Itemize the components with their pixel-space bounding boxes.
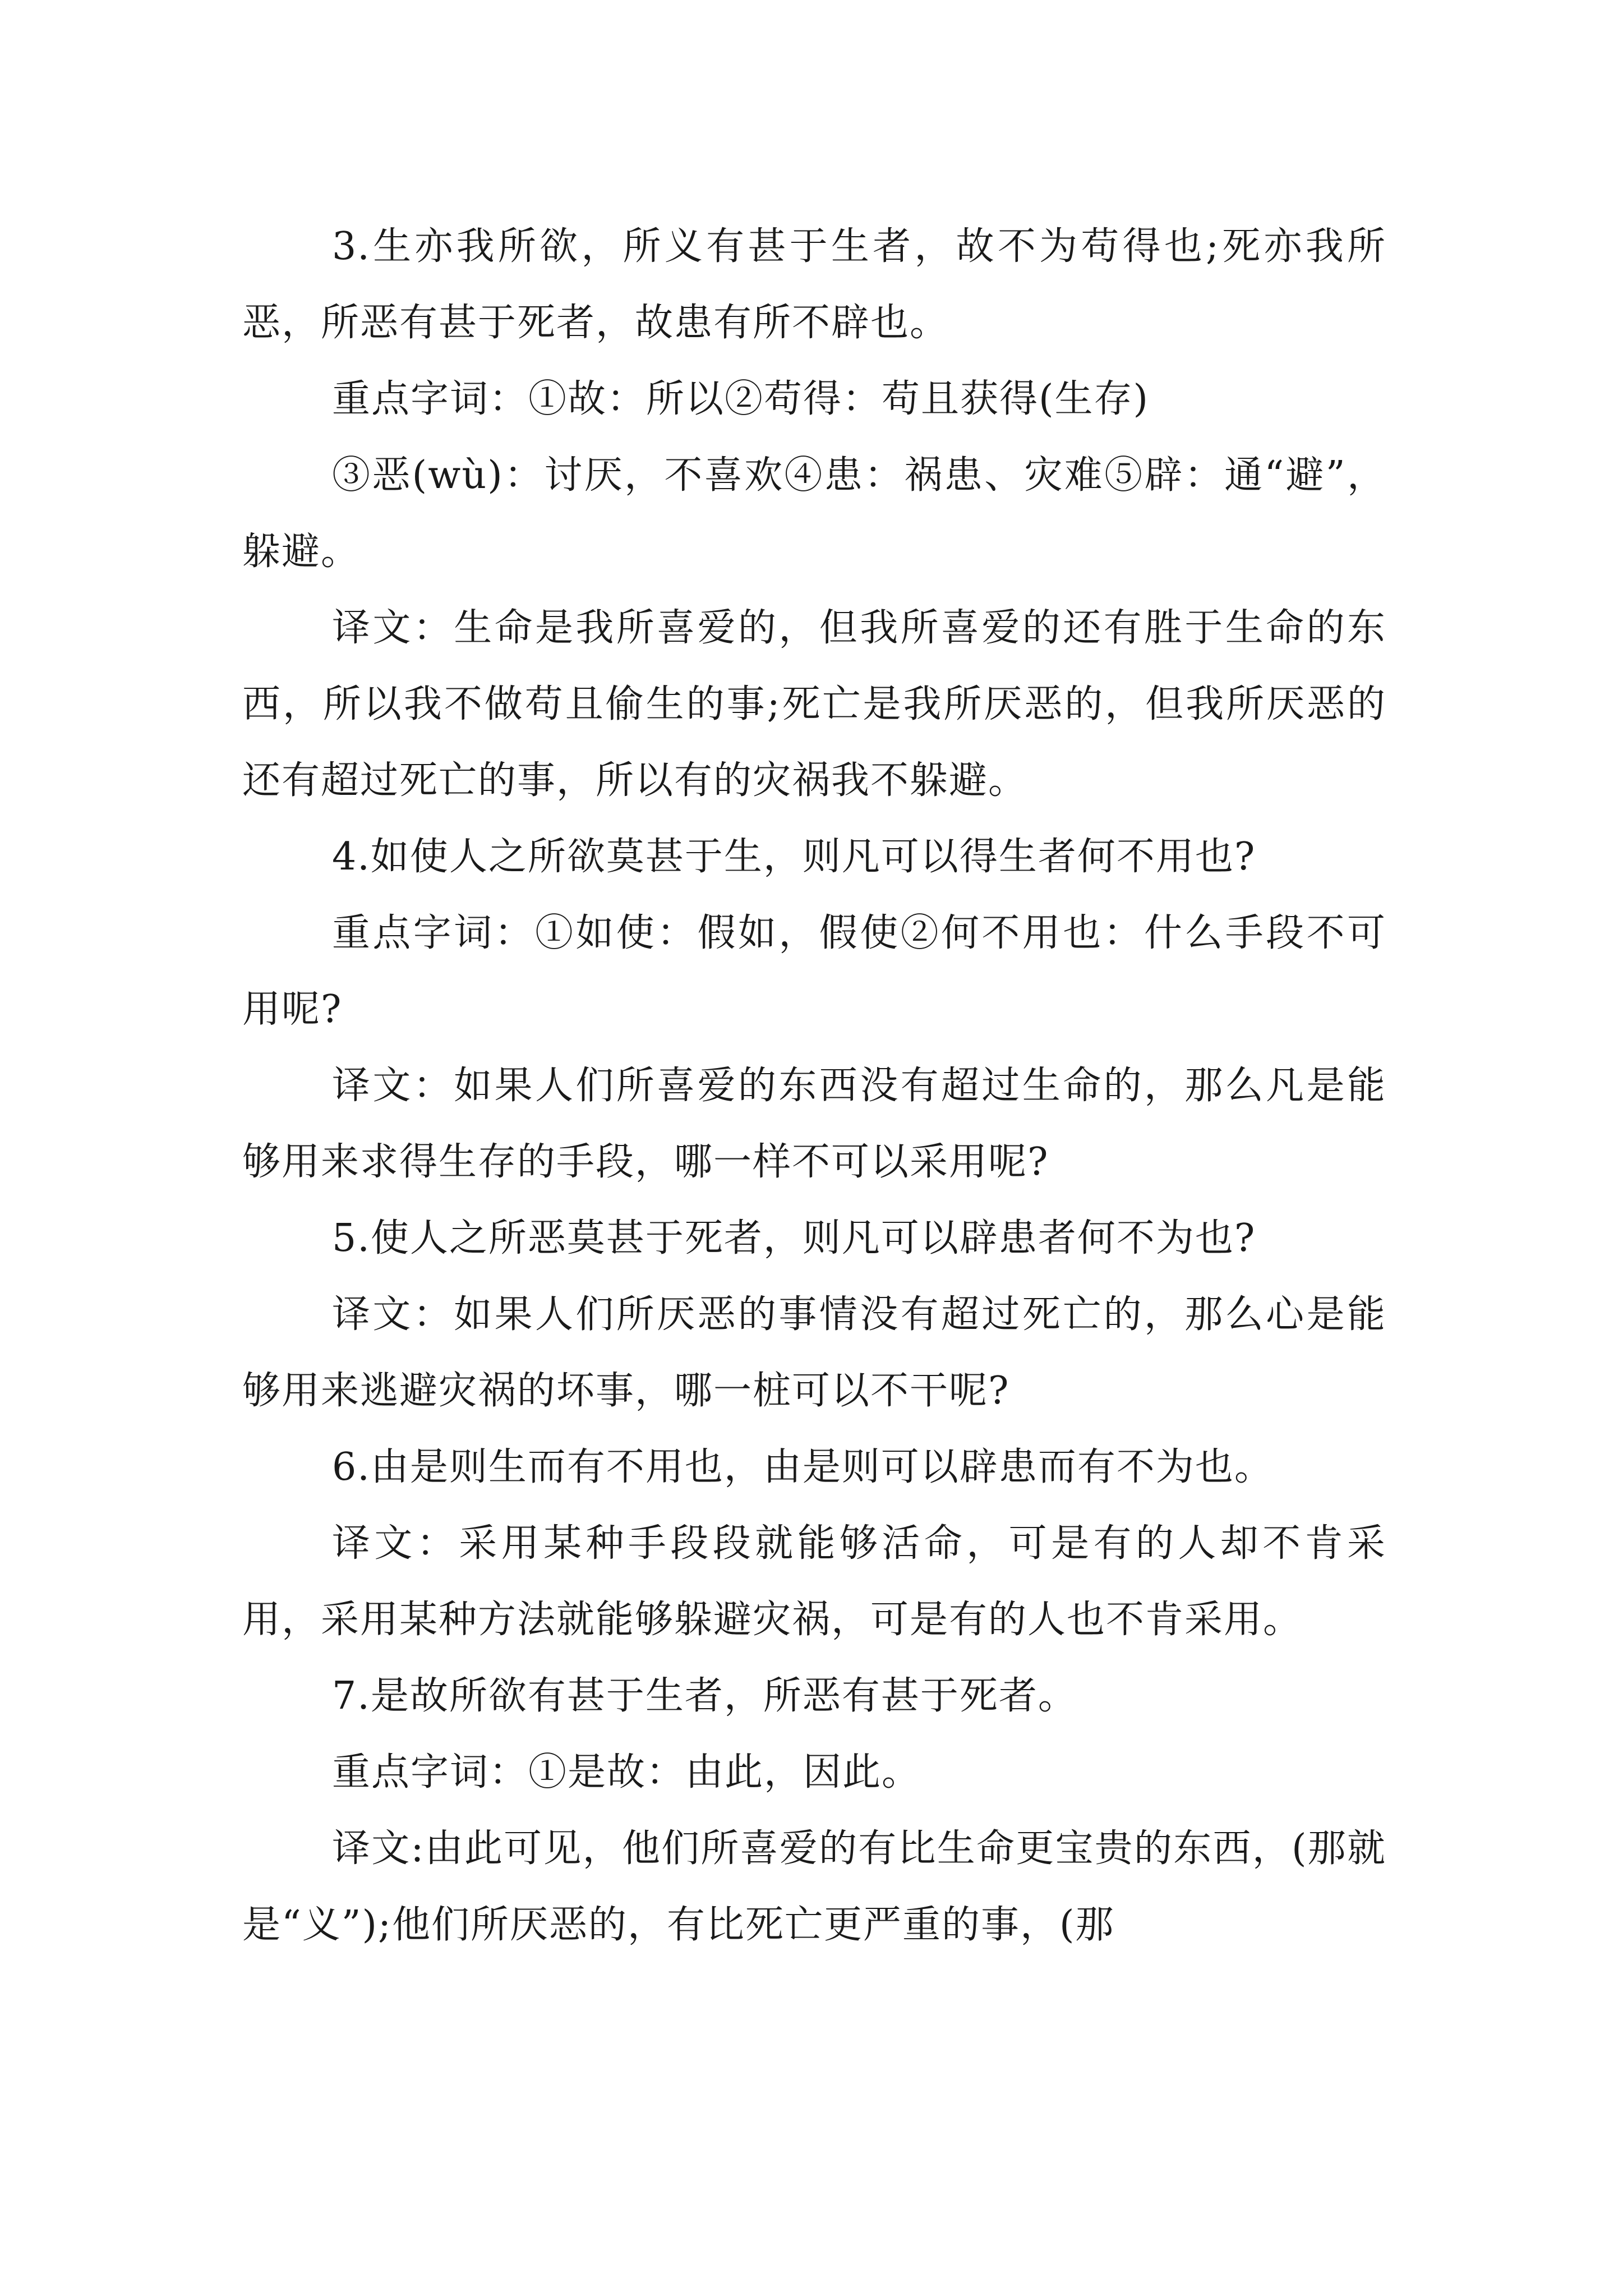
paragraph-translation-7: 译文:由此可见，他们所喜爱的有比生命更宝贵的东西，(那就是“义”);他们所厌恶的，有比死亡更严重的事，(那: [242, 1826, 1386, 1947]
paragraph-key-words-7: 重点字词：①是故：由此，因此。: [332, 1750, 921, 1795]
paragraph-translation-3: 译文：生命是我所喜爱的，但我所喜爱的还有胜于生命的东西，所以我不做苟且偷生的事;死亡是我所厌恶的，但我所厌恶的还有超过死亡的事，所以有的灾祸我不躲避。: [242, 606, 1386, 803]
paragraph-sentence-7: 7.是故所欲有甚于生者，所恶有甚于死者。: [332, 1674, 1077, 1718]
paragraph-sentence-5: 5.使人之所恶莫甚于死者，则凡可以辟患者何不为也?: [332, 1216, 1256, 1260]
paragraph-key-words-4: 重点字词：①如使：假如，假使②何不用也：什么手段不可用呢?: [242, 911, 1386, 1032]
paragraph-sentence-4: 4.如使人之所欲莫甚于生，则凡可以得生者何不用也?: [332, 835, 1256, 879]
paragraph-sentence-3: 3.生亦我所欲，所义有甚于生者，故不为苟得也;死亦我所恶，所恶有甚于死者，故患有所不辟也。: [242, 224, 1386, 345]
paragraph-translation-5: 译文：如果人们所厌恶的事情没有超过死亡的，那么心是能够用来逃避灾祸的坏事，哪一桩可以不干呢?: [242, 1292, 1386, 1413]
paragraph-key-words-3b: ③恶(wù)：讨厌，不喜欢④患：祸患、灾难⑤辟：通“避”，躲避。: [242, 453, 1386, 574]
paragraph-sentence-6: 6.由是则生而有不用也，由是则可以辟患而有不为也。: [332, 1445, 1274, 1489]
paragraph-key-words-3a: 重点字词：①故：所以②苟得：苟且获得(生存): [332, 377, 1150, 421]
paragraph-translation-4: 译文：如果人们所喜爱的东西没有超过生命的，那么凡是能够用来求得生存的手段，哪一样不可以采用呢?: [242, 1064, 1386, 1184]
document-body: [242, 209, 1386, 1963]
paragraph-translation-6: 译文：采用某种手段段就能够活命，可是有的人却不肯采用，采用某种方法就能够躲避灾祸，可是有的人也不肯采用。: [242, 1521, 1386, 1642]
